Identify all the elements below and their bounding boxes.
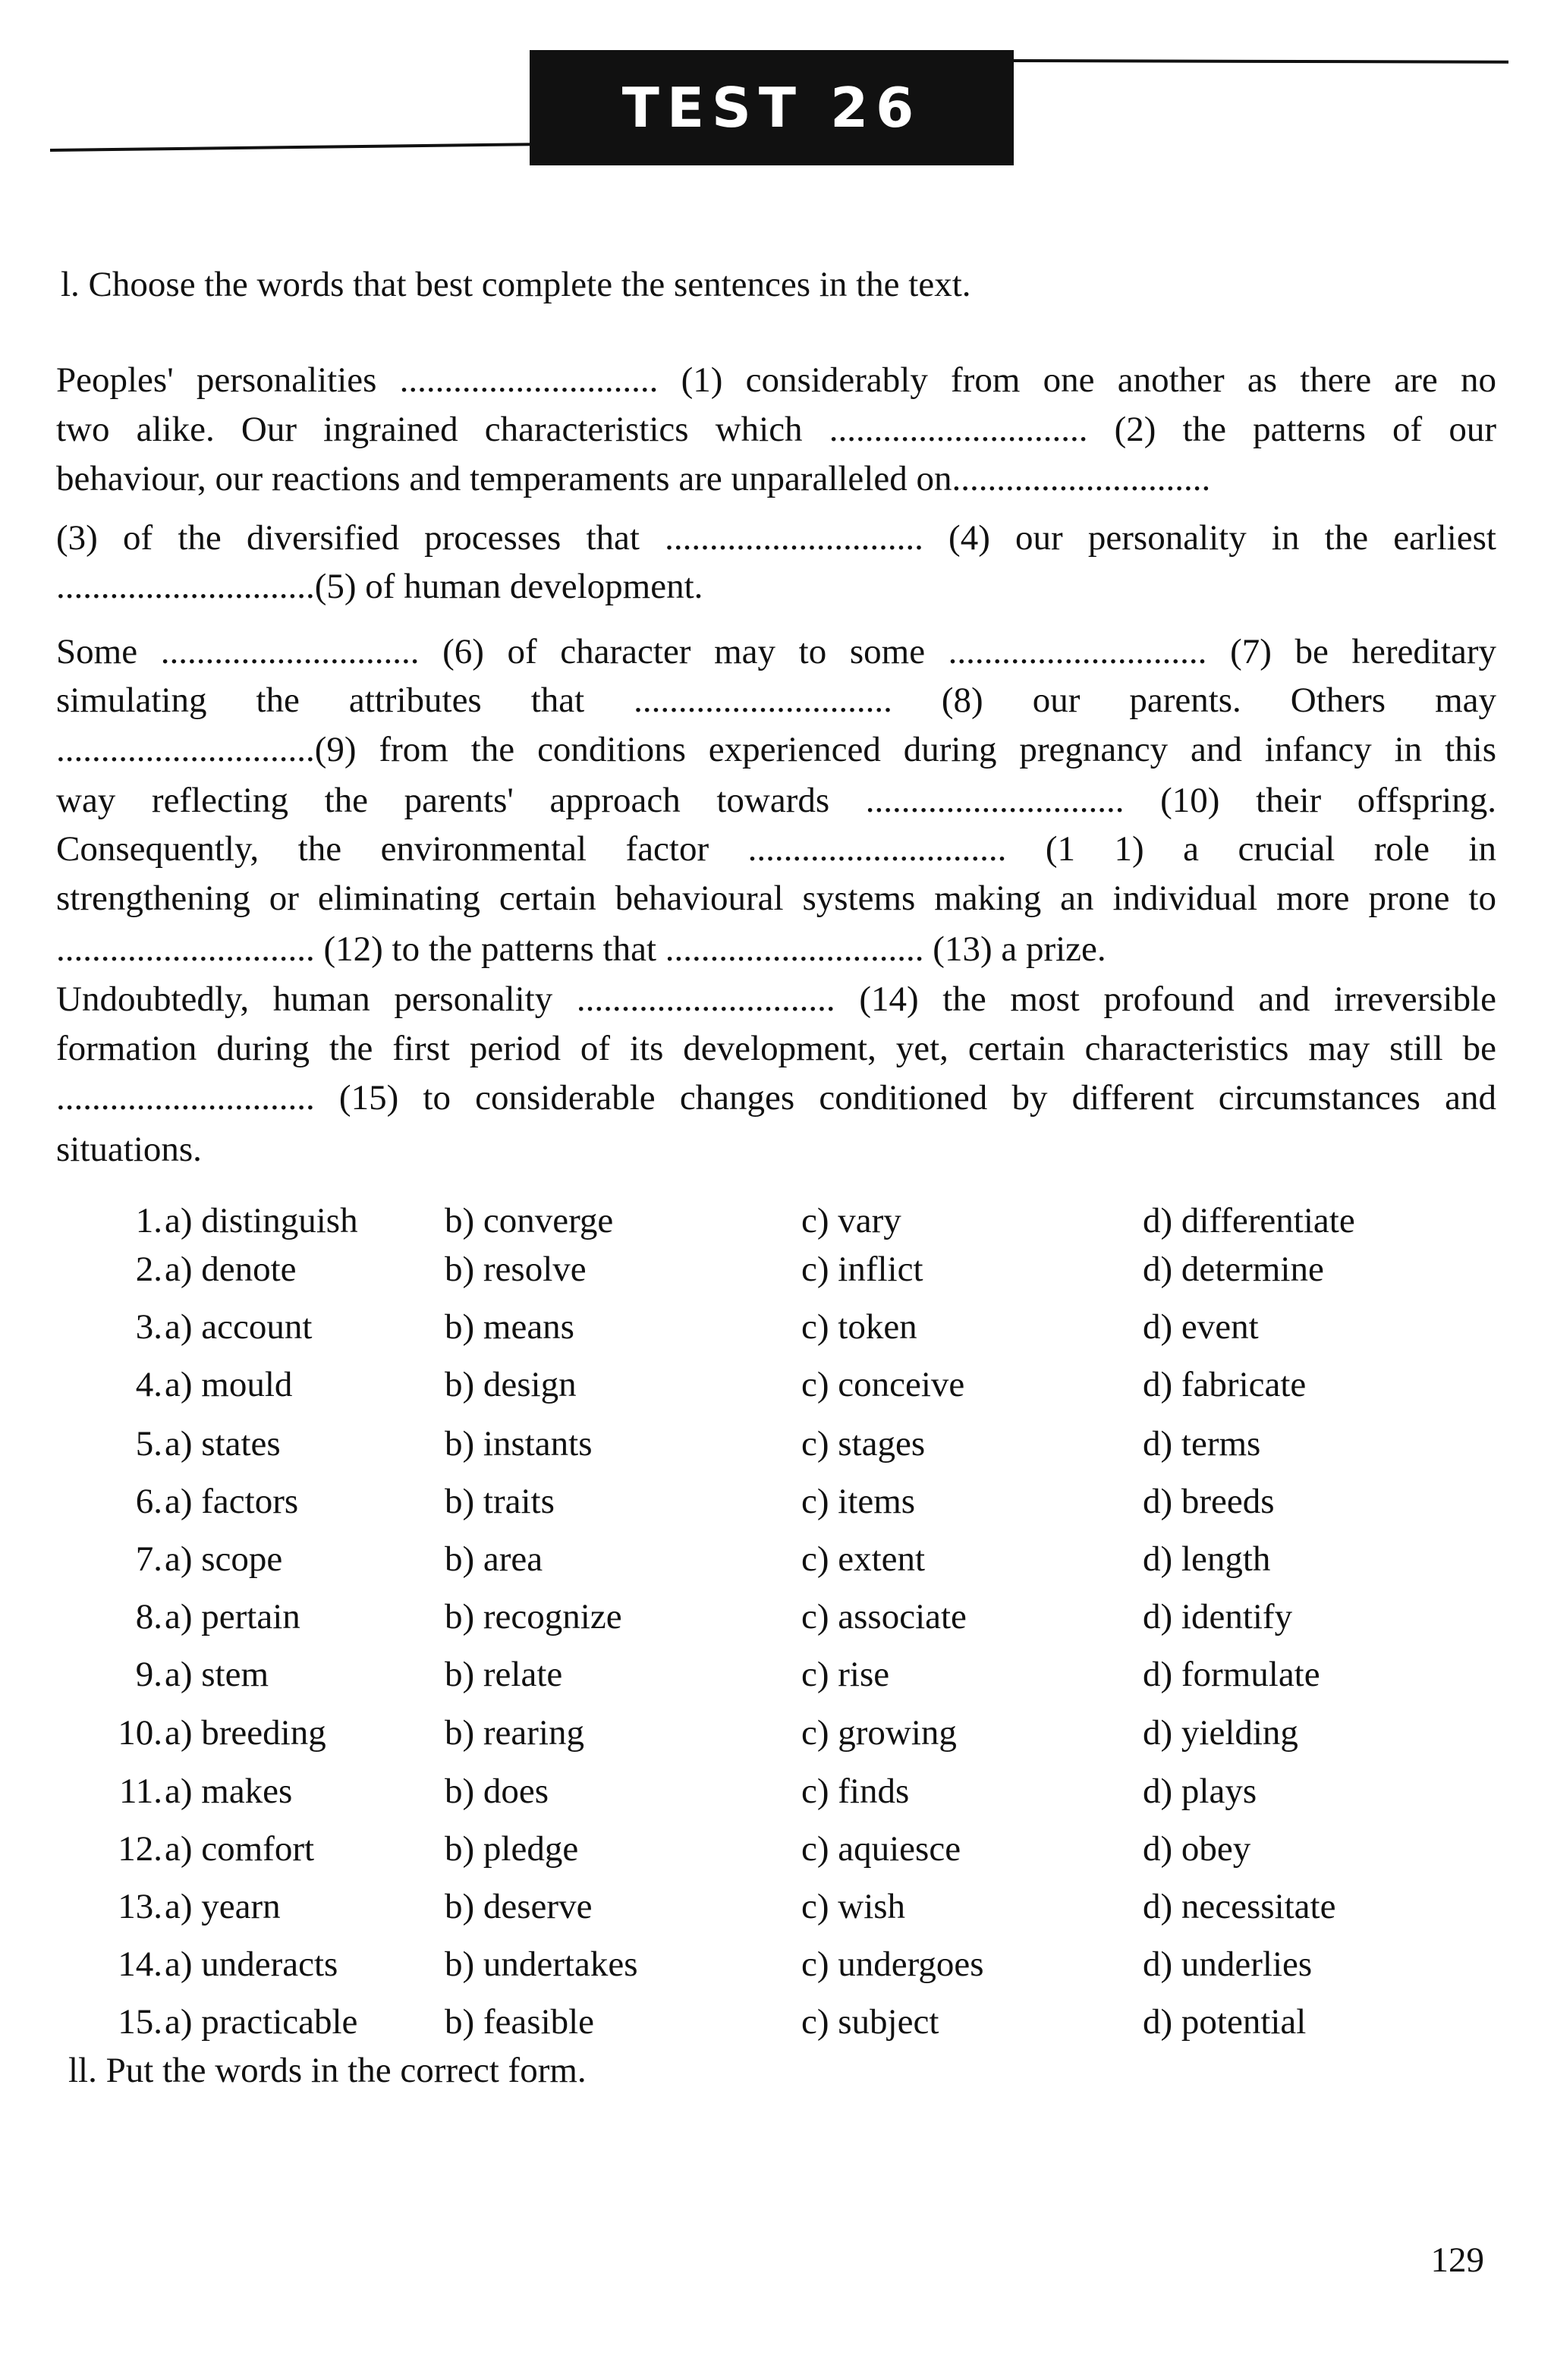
option-row	[56, 1484, 1498, 1526]
option-a: a) factors	[165, 1482, 299, 1521]
option-c: c) inflict	[801, 1250, 923, 1289]
option-a: a) scope	[165, 1539, 283, 1579]
option-d: d) potential	[1143, 2002, 1307, 2042]
passage-line: ............................. (12) to the patterns that ............................. (13) a prize.	[56, 929, 1106, 969]
page-number: 129	[1430, 2240, 1484, 2280]
option-a: a) underacts	[165, 1945, 338, 1984]
option-number: 14.	[118, 1945, 162, 1984]
passage-line: behaviour, our reactions and temperaments are unparalleled on.............................	[56, 459, 1211, 498]
option-a: a) mould	[165, 1365, 293, 1404]
option-a: a) denote	[165, 1250, 297, 1289]
option-d: d) yielding	[1143, 1713, 1298, 1753]
option-a: a) account	[165, 1307, 313, 1347]
option-b: b) design	[445, 1365, 577, 1404]
option-number: 4.	[135, 1365, 162, 1404]
option-number: 2.	[135, 1250, 162, 1289]
option-c: c) aquiesce	[801, 1829, 961, 1869]
option-number: 11.	[118, 1772, 162, 1811]
option-d: d) plays	[1143, 1772, 1257, 1811]
option-row	[56, 1831, 1498, 1874]
option-b: b) converge	[445, 1201, 614, 1240]
test-title-banner	[530, 50, 1014, 165]
passage-line: Peoples' personalities ............................. (1) considerably from one another as there are no	[56, 360, 1496, 400]
option-d: d) necessitate	[1143, 1887, 1336, 1926]
option-b: b) resolve	[445, 1250, 587, 1289]
passage-line: Some ............................. (6) of character may to some ............................. (7) be hereditary	[56, 632, 1496, 671]
option-b: b) pledge	[445, 1829, 579, 1869]
option-b: b) instants	[445, 1424, 593, 1464]
option-d: d) formulate	[1143, 1655, 1320, 1694]
option-number: 3.	[135, 1307, 162, 1347]
passage-line: strengthening or eliminating certain behavioural systems making an individual more prone to	[56, 879, 1496, 918]
option-d: d) identify	[1143, 1597, 1293, 1636]
passage-line: .............................(9) from the conditions experienced during pregnancy and infancy in this	[56, 730, 1496, 769]
option-b: b) undertakes	[445, 1945, 638, 1984]
option-c: c) conceive	[801, 1365, 965, 1404]
option-c: c) token	[801, 1307, 917, 1347]
option-c: c) stages	[801, 1424, 926, 1464]
passage-line: situations.	[56, 1130, 202, 1169]
section-2-heading: ll. Put the words in the correct form.	[68, 2051, 587, 2090]
option-d: d) underlies	[1143, 1945, 1313, 1984]
option-d: d) fabricate	[1143, 1365, 1307, 1404]
option-c: c) subject	[801, 2002, 939, 2042]
option-row	[56, 1657, 1498, 1699]
option-row	[56, 1715, 1498, 1758]
option-d: d) obey	[1143, 1829, 1251, 1869]
header-rule-left	[50, 143, 531, 152]
option-b: b) rearing	[445, 1713, 584, 1753]
passage-line: (3) of the diversified processes that ............................. (4) our personality in the earliest	[56, 518, 1496, 558]
option-a: a) makes	[165, 1772, 293, 1811]
passage-line: simulating the attributes that ............................. (8) our parents. Others may	[56, 681, 1496, 720]
option-number: 10.	[118, 1713, 162, 1753]
passage-line: Undoubtedly, human personality ............................. (14) the most profound and irreversible	[56, 979, 1496, 1019]
passage-line: two alike. Our ingrained characteristics which ............................. (2) the patterns of our	[56, 410, 1496, 449]
option-row	[56, 1203, 1498, 1246]
option-c: c) growing	[801, 1713, 957, 1753]
option-row	[56, 1774, 1498, 1816]
option-c: c) rise	[801, 1655, 890, 1694]
option-d: d) event	[1143, 1307, 1259, 1347]
option-row	[56, 1889, 1498, 1932]
option-a: a) practicable	[165, 2002, 358, 2042]
option-number: 1.	[135, 1201, 162, 1240]
option-b: b) traits	[445, 1482, 555, 1521]
option-number: 15.	[118, 2002, 162, 2042]
option-b: b) recognize	[445, 1597, 622, 1636]
option-b: b) area	[445, 1539, 543, 1579]
option-row	[56, 1947, 1498, 1989]
option-a: a) comfort	[165, 1829, 315, 1869]
option-d: d) breeds	[1143, 1482, 1275, 1521]
option-row	[56, 1426, 1498, 1469]
header-rule-right	[1014, 59, 1508, 64]
option-c: c) finds	[801, 1772, 910, 1811]
option-number: 5.	[135, 1424, 162, 1464]
option-c: c) associate	[801, 1597, 967, 1636]
option-a: a) states	[165, 1424, 281, 1464]
option-number: 7.	[135, 1539, 162, 1579]
option-row	[56, 1599, 1498, 1642]
section-1-heading: l. Choose the words that best complete the sentences in the text.	[61, 265, 971, 304]
option-row	[56, 2004, 1498, 2047]
option-b: b) means	[445, 1307, 574, 1347]
test-title: TEST 26	[621, 76, 922, 140]
option-c: c) vary	[801, 1201, 901, 1240]
option-row	[56, 1252, 1498, 1294]
option-d: d) length	[1143, 1539, 1271, 1579]
option-b: b) feasible	[445, 2002, 595, 2042]
option-number: 6.	[135, 1482, 162, 1521]
passage-line: Consequently, the environmental factor ............................. (1 1) a crucial role in	[56, 829, 1496, 869]
option-a: a) breeding	[165, 1713, 326, 1753]
option-a: a) pertain	[165, 1597, 300, 1636]
option-number: 9.	[135, 1655, 162, 1694]
option-c: c) undergoes	[801, 1945, 984, 1984]
option-c: c) wish	[801, 1887, 906, 1926]
passage-line: formation during the first period of its development, yet, certain characteristics may still be	[56, 1029, 1496, 1068]
option-number: 12.	[118, 1829, 162, 1869]
option-row	[56, 1539, 1498, 1584]
option-d: d) terms	[1143, 1424, 1261, 1464]
option-row	[56, 1309, 1498, 1352]
option-a: a) yearn	[165, 1887, 281, 1926]
option-b: b) does	[445, 1772, 549, 1811]
option-a: a) stem	[165, 1655, 269, 1694]
passage-line: ............................. (15) to considerable changes conditioned by different circumstances and	[56, 1078, 1496, 1118]
option-number: 13.	[118, 1887, 162, 1926]
option-number: 8.	[135, 1597, 162, 1636]
passage-line: way reflecting the parents' approach towards ............................. (10) their offspring.	[56, 781, 1496, 820]
option-b: b) relate	[445, 1655, 563, 1694]
option-b: b) deserve	[445, 1887, 593, 1926]
passage-line: .............................(5) of human development.	[56, 567, 703, 606]
option-d: d) differentiate	[1143, 1201, 1355, 1240]
option-c: c) items	[801, 1482, 916, 1521]
option-a: a) distinguish	[165, 1201, 358, 1240]
option-c: c) extent	[801, 1539, 926, 1579]
option-row	[56, 1367, 1498, 1410]
option-d: d) determine	[1143, 1250, 1324, 1289]
